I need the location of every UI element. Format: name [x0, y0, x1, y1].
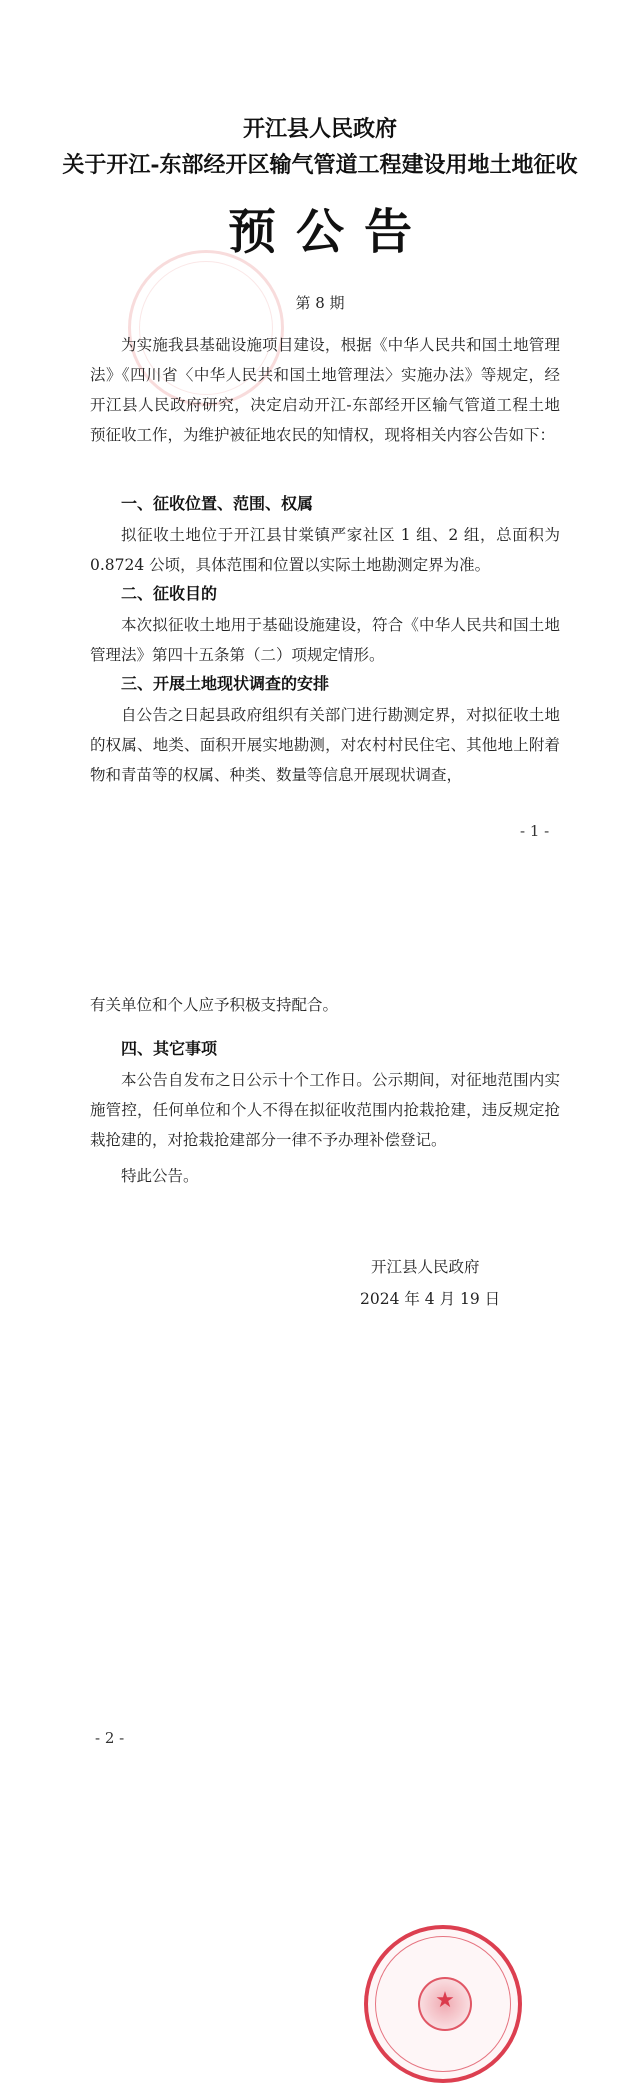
- title-issuer: 开江县人民政府: [242, 116, 397, 142]
- section-3-continuation: 有关单位和个人应予积极支持配合。: [90, 996, 339, 1014]
- closing-remark: 特此公告。: [121, 1167, 199, 1185]
- section-4-heading: 四、其它事项: [121, 1039, 218, 1058]
- title-notice-type: 预公告: [227, 204, 432, 260]
- issue-number: 第 8 期: [295, 294, 345, 312]
- section-3-text: 自公告之日起县政府组织有关部门进行勘测定界，对拟征收土地的权属、地类、面积开展实地勘测，对农村村民住宅、其他地上附着物和青苗等的权属、种类、数量等信息开展现状调查，: [90, 706, 560, 784]
- title-subject: 关于开江-东部经开区输气管道工程建设用地土地征收: [62, 152, 578, 178]
- signature-date: 2024 年 4 月 19 日: [360, 1290, 501, 1308]
- section-1-heading: 一、征收位置、范围、权属: [121, 494, 314, 513]
- section-2-text: 本次拟征收土地用于基础设施建设，符合《中华人民共和国土地管理法》第四十五条第（二）项规定情形。: [90, 616, 560, 664]
- official-seal: [364, 1925, 522, 2083]
- page-number-1: - 1 -: [520, 822, 550, 840]
- section-2-heading: 二、征收目的: [121, 584, 218, 603]
- document-page-2: [0, 905, 640, 1810]
- page-number-2: - 2 -: [95, 1729, 125, 1747]
- signature-organization: 开江县人民政府: [371, 1258, 480, 1276]
- section-1-text: 拟征收土地位于开江县甘棠镇严家社区 1 组、2 组，总面积为 0.8724 公顷，具体范围和位置以实际土地勘测定界为准。: [90, 526, 560, 574]
- section-4-text: 本公告自发布之日公示十个工作日。公示期间，对征地范围内实施管控，任何单位和个人不得在拟征收范围内抢栽抢建，违反规定抢栽抢建的，对抢栽抢建部分一律不予办理补偿登记。: [90, 1071, 560, 1149]
- section-3-heading: 三、开展土地现状调查的安排: [121, 674, 330, 693]
- document-page-1: [0, 0, 640, 905]
- intro-paragraph: 为实施我县基础设施项目建设，根据《中华人民共和国土地管理法》《四川省〈中华人民共和国土地管理法〉实施办法》等规定，经开江县人民政府研究，决定启动开江-东部经开区输气管道工程土地预征收工作，为维护被征地农民的知情权，现将相关内容公告如下：: [90, 336, 560, 444]
- national-emblem-icon: [418, 1977, 472, 2031]
